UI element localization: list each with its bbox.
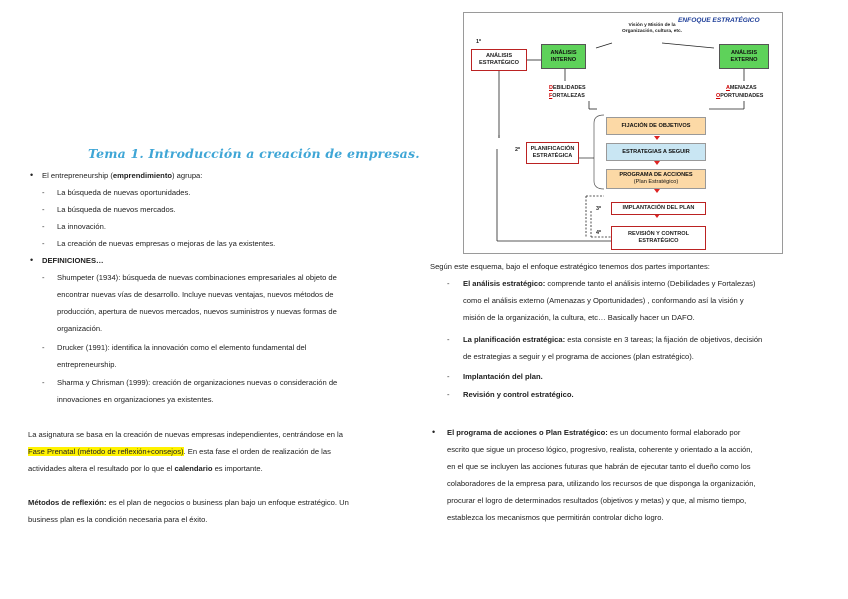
bullet-dot: • [30, 255, 34, 265]
list-dash: - [447, 335, 450, 344]
down-arrow [654, 136, 660, 140]
implantacion-box: IMPLANTACIÓN DEL PLAN [611, 202, 706, 215]
down-arrow [654, 161, 660, 165]
paragraph-line: Fase Prenatal (método de reflexión+consejos). En esta fase el orden de realización de las [28, 447, 331, 456]
item-line: como el análisis externo (Amenazas y Oportunidades) , conformando así la visión y [463, 296, 744, 305]
step-4-label: 4º [596, 230, 601, 236]
list-dash: - [42, 205, 45, 214]
paragraph-line: business plan es la condición necesaria para el éxito. [28, 515, 208, 524]
diagram-title: ENFOQUE ESTRATÉGICO [678, 17, 760, 24]
paragraph-line: Métodos de reflexión: es el plan de negocios o business plan bajo un enfoque estratégico. Un [28, 498, 349, 507]
def-line: Drucker (1991): identifica la innovación como el elemento fundamental del [57, 343, 307, 352]
bullet-dot: • [30, 170, 34, 180]
list-dash: - [42, 378, 45, 387]
paragraph-line: en el que se incluyen las acciones futuras que habrán de ejecutar tanto el dueño como los [447, 462, 751, 471]
analisis-estrategico-box: ANÁLISIS ESTRATÉGICO [471, 49, 527, 71]
page-title: Tema 1. Introducción a creación de empresas. [88, 146, 420, 161]
list-dash: - [447, 372, 450, 381]
paragraph-line: colaboradores de la empresa para, utilizando los recursos de que disponga la organización, [447, 479, 756, 488]
strategic-approach-diagram [463, 12, 783, 254]
paragraph-line: La asignatura se basa en la creación de nuevas empresas independientes, centrándose en la [28, 430, 343, 439]
item-line: El análisis estratégico: comprende tanto el análisis interno (Debilidades y Fortalezas) [463, 279, 756, 288]
fortalezas-label: FORTALEZAS [549, 93, 585, 99]
paragraph-line: escrito que sigue un proceso lógico, progresivo, realista, coherente y orientado a la acción, [447, 445, 753, 454]
planificacion-estrategica-box: PLANIFICACIÓN ESTRATÉGICA [526, 142, 579, 164]
list-item: La creación de nuevas empresas o mejoras de las ya existentes. [57, 239, 276, 248]
def-line: producción, apertura de nuevos mercados, nuevos suministros y nuevas formas de [57, 307, 337, 316]
def-line: encontrar nuevas vías de desarrollo. Incluye nuevas ventajas, nuevos métodos de [57, 290, 334, 299]
paragraph-line: procurar el logro de determinados resultados (objetivos y metas) y que, al mismo tiempo, [447, 496, 747, 505]
amenazas-label: AMENAZAS [726, 85, 757, 91]
list-dash: - [42, 239, 45, 248]
step-3-label: 3º [596, 206, 601, 212]
list-dash: - [42, 222, 45, 231]
def-line: innovaciones en organizaciones ya existentes. [57, 395, 214, 404]
def-line: Sharma y Chrisman (1999): creación de organizaciones nuevas o consideración de [57, 378, 338, 387]
item-line: misión de la organización, la cultura, etc… Basically hacer un DAFO. [463, 313, 695, 322]
vision-mission-label: Visión y Misión de la Organización, cultura, etc. [622, 23, 682, 34]
intro-line: Según este esquema, bajo el enfoque estratégico tenemos dos partes importantes: [430, 262, 710, 271]
item-line: Revisión y control estratégico. [463, 390, 574, 399]
planning-bracket [594, 115, 604, 189]
down-arrow [654, 189, 660, 193]
step-1-label: 1º [476, 39, 481, 45]
step-2-label: 2º [515, 147, 520, 153]
analisis-externo-box: ANÁLISIS EXTERNO [719, 44, 769, 69]
item-line: La planificación estratégica: esta consiste en 3 tareas; la fijación de objetivos, decisión [463, 335, 763, 344]
list-dash: - [447, 279, 450, 288]
list-item: La búsqueda de nuevas oportunidades. [57, 188, 191, 197]
paragraph-line: actividades altera el resultado por lo que el calendario es importante. [28, 464, 263, 473]
highlighted-text: Fase Prenatal (método de reflexión+consejos) [28, 447, 184, 456]
def-line: Shumpeter (1934): búsqueda de nuevas combinaciones empresariales al objeto de [57, 273, 337, 282]
paragraph-line: establezca los mecanismos que permitirán controlar dicho logro. [447, 513, 664, 522]
estrategias-box: ESTRATEGIAS A SEGUIR [606, 143, 706, 161]
programa-acciones-box: PROGRAMA DE ACCIONES (Plan Estratégico) [606, 169, 706, 189]
analisis-interno-box: ANÁLISIS INTERNO [541, 44, 586, 69]
debilidades-label: DEBILIDADES [549, 85, 586, 91]
paragraph-line: El programa de acciones o Plan Estratégico: es un documento formal elaborado por [447, 428, 741, 437]
definitions-heading: DEFINICIONES… [42, 256, 104, 265]
connector-line [596, 43, 612, 48]
list-dash: - [42, 188, 45, 197]
bullet-dot: • [432, 427, 436, 437]
fijacion-objetivos-box: FIJACIÓN DE OBJETIVOS [606, 117, 706, 135]
def-line: organización. [57, 324, 103, 333]
entrepreneurship-line: El entrepreneurship (emprendimiento) agrupa: [42, 171, 203, 180]
list-item: La búsqueda de nuevos mercados. [57, 205, 176, 214]
item-line: Implantación del plan. [463, 372, 543, 381]
connector-line [662, 43, 714, 48]
revision-control-box: REVISIÓN Y CONTROL ESTRATÉGICO [611, 226, 706, 250]
def-line: entrepreneurship. [57, 360, 117, 369]
list-dash: - [42, 343, 45, 352]
list-dash: - [42, 273, 45, 282]
list-item: La innovación. [57, 222, 106, 231]
list-dash: - [447, 390, 450, 399]
oportunidades-label: OPORTUNIDADES [716, 93, 764, 99]
item-line: de estrategias a seguir y el programa de acciones (plan estratégico). [463, 352, 694, 361]
